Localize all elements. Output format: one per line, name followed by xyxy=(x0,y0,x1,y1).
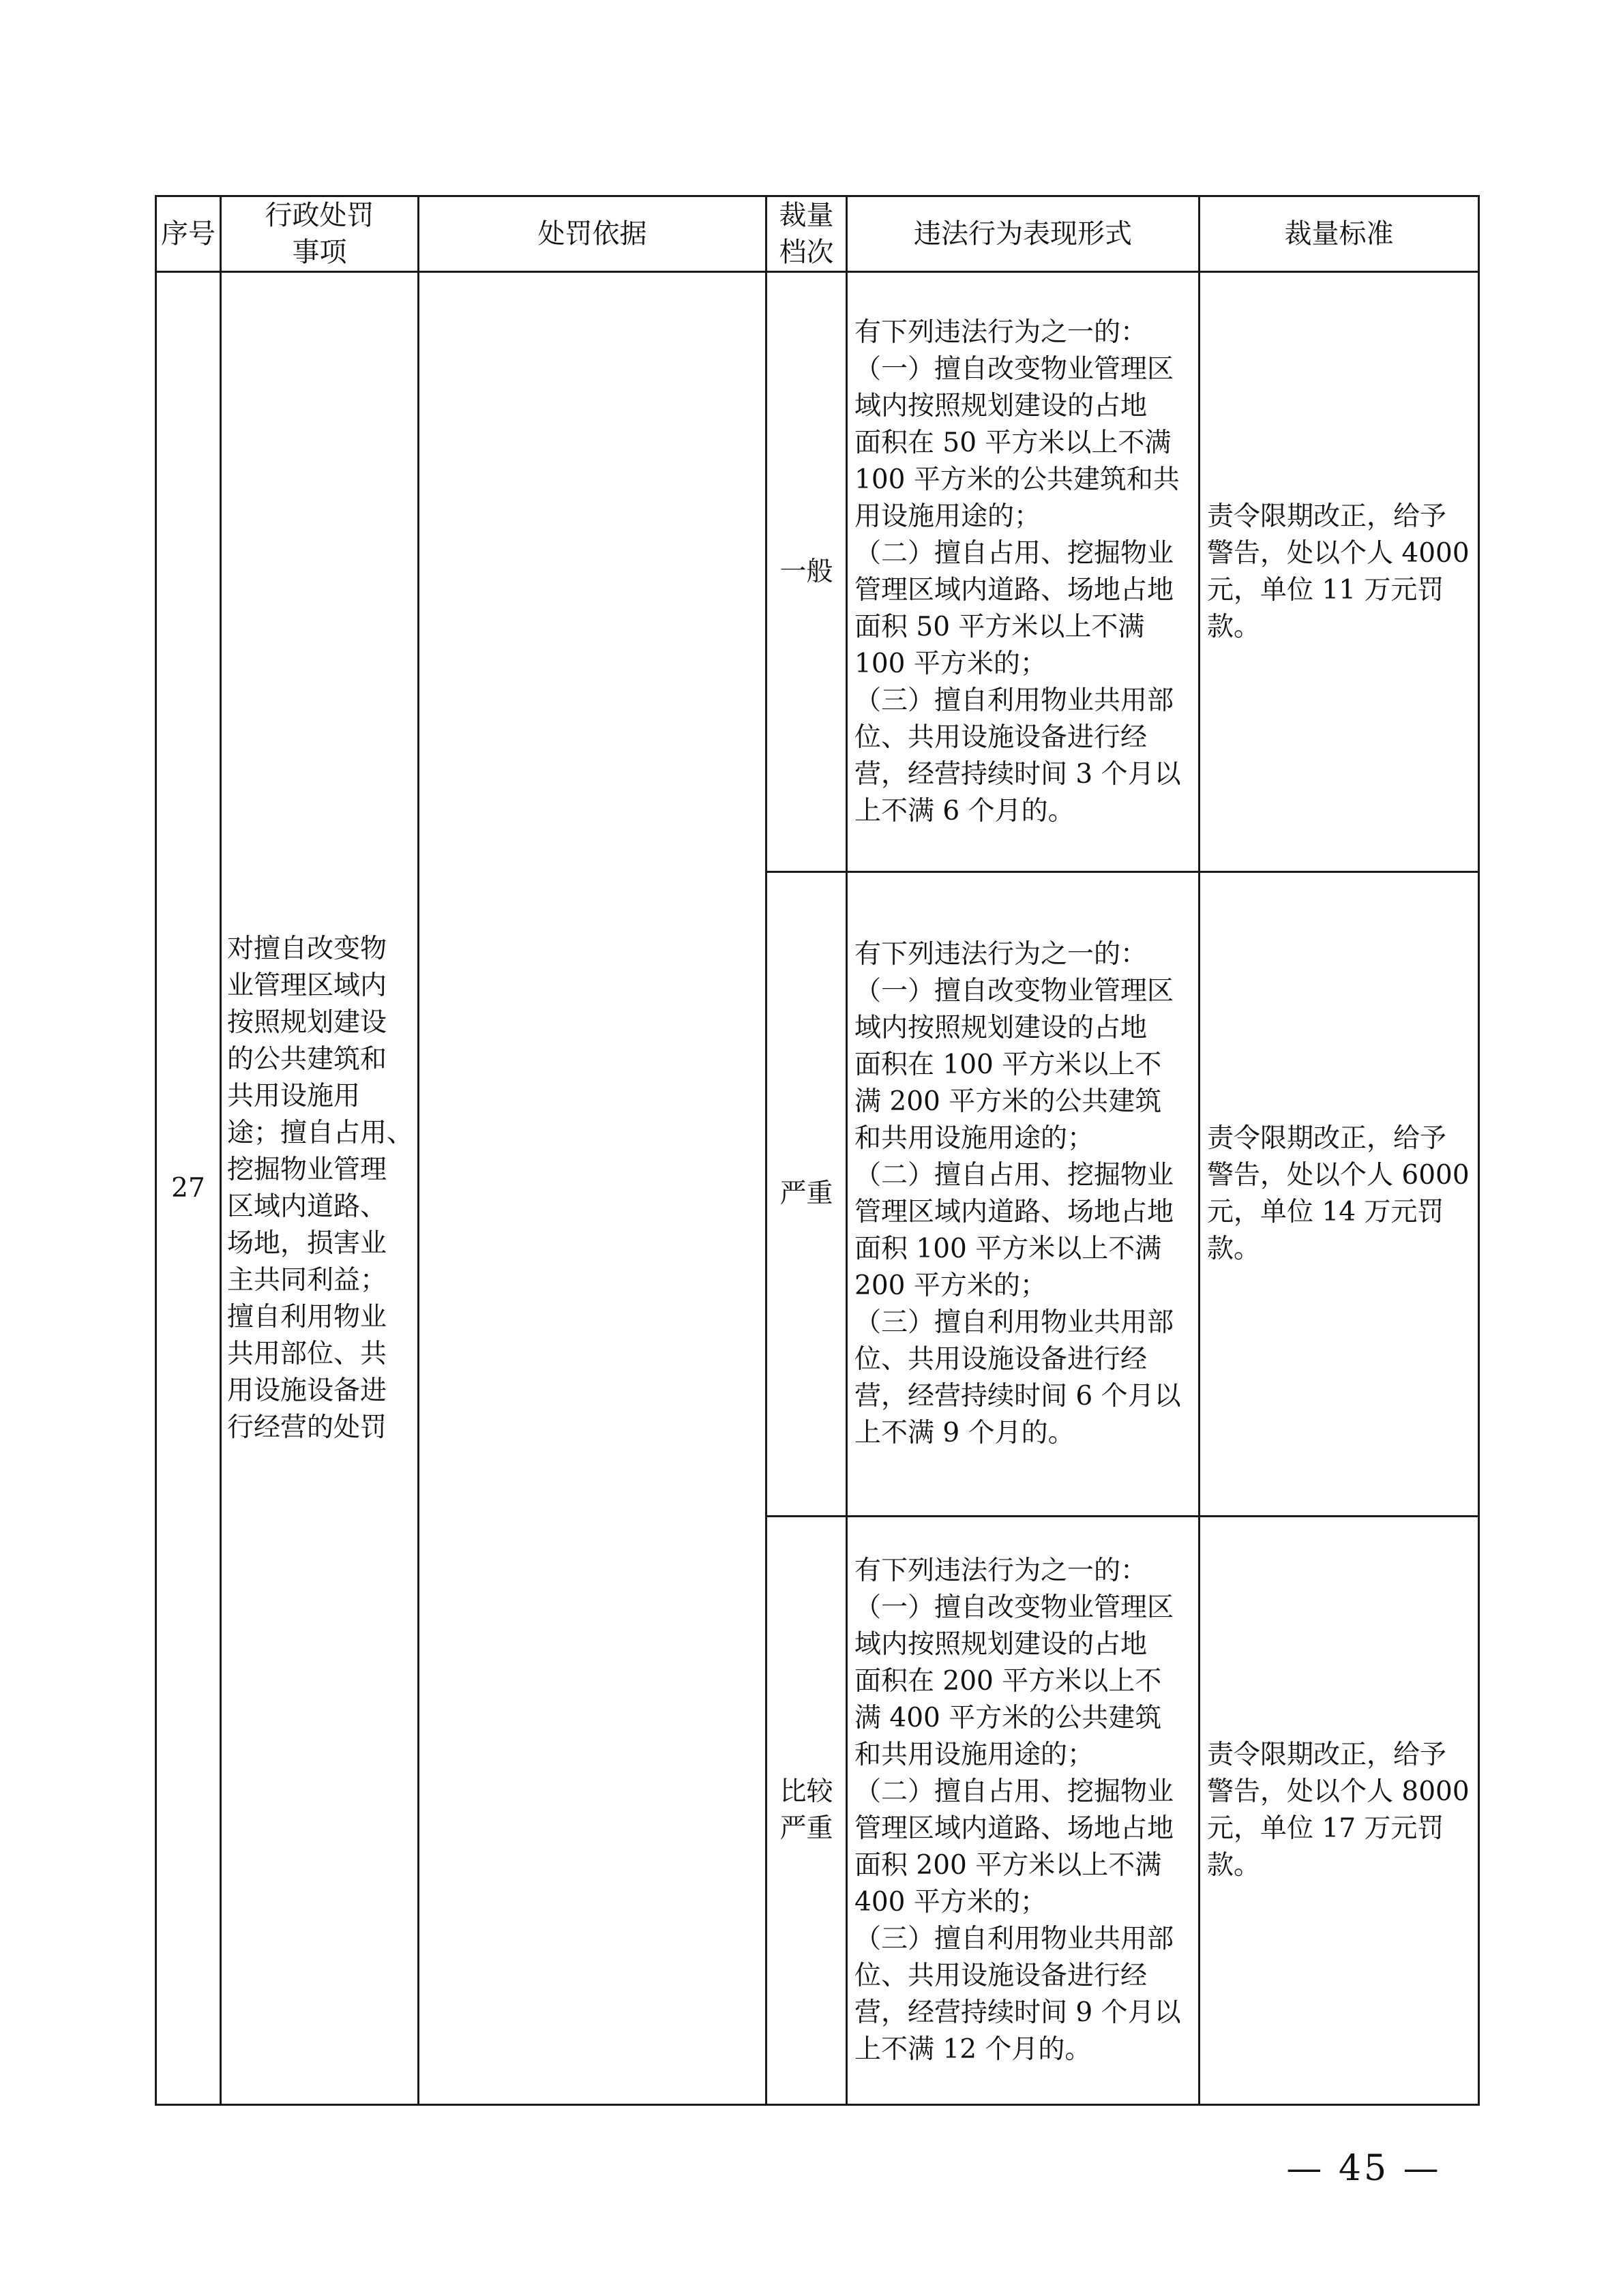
text-line: 责令限期改正，给予 xyxy=(1207,501,1447,532)
text-line: 有下列违法行为之一的： xyxy=(854,316,1148,348)
text-line: 业管理区域内 xyxy=(227,970,387,1001)
text-line: 共用部位、共 xyxy=(227,1338,387,1369)
standard-cell xyxy=(1200,872,1479,1517)
text-line: 管理区域内道路、场地占地 xyxy=(854,1197,1174,1227)
text-line: 和共用设施用途的； xyxy=(854,1123,1095,1154)
text-line: 上不满 9 个月的。 xyxy=(854,1418,1075,1448)
text-line: 面积在 50 平方米以上不满 xyxy=(854,427,1172,458)
text-line: 营，经营持续时间 6 个月以 xyxy=(854,1381,1181,1412)
text-line: 比较 xyxy=(779,1776,833,1807)
text-line: 档次 xyxy=(779,237,834,268)
text-line: 域内按照规划建设的占地 xyxy=(854,390,1148,421)
text-line: 一般 xyxy=(779,556,833,587)
header-row xyxy=(156,196,1479,272)
text-line: （一）擅自改变物业管理区 xyxy=(854,1592,1174,1623)
text-line: 元，单位 17 万元罚 xyxy=(1207,1813,1444,1844)
standard-cell xyxy=(1200,272,1479,872)
text-line: 管理区域内道路、场地占地 xyxy=(854,574,1174,606)
text-line: 营，经营持续时间 9 个月以 xyxy=(854,1997,1181,2028)
text-line: （三）擅自利用物业共用部 xyxy=(854,685,1174,716)
header-discretion-level xyxy=(766,196,847,272)
text-line: 途；擅自占用、 xyxy=(227,1117,414,1148)
text-line: 满 200 平方米的公共建筑 xyxy=(854,1086,1162,1117)
text-line: 共用设施用 xyxy=(227,1080,361,1112)
text-line: 对擅自改变物 xyxy=(227,933,387,964)
text-line: 挖掘物业管理 xyxy=(227,1154,387,1185)
header-penalty-basis xyxy=(419,196,766,272)
text-line: 管理区域内道路、场地占地 xyxy=(854,1813,1174,1844)
text-line: 元，单位 14 万元罚 xyxy=(1207,1197,1444,1227)
text-line: 序号 xyxy=(161,218,215,250)
penalty-item-cell xyxy=(221,272,419,2105)
text-line: 面积 200 平方米以上不满 xyxy=(854,1850,1162,1881)
text-line: 责令限期改正，给予 xyxy=(1207,1123,1447,1154)
violation-forms-cell xyxy=(847,1517,1200,2105)
text-line: 上不满 12 个月的。 xyxy=(854,2034,1092,2065)
penalty-basis-cell xyxy=(419,272,766,2105)
text-line: 行政处罚 xyxy=(265,200,374,231)
text-line: 面积在 200 平方米以上不 xyxy=(854,1666,1162,1697)
text-line: 的公共建筑和 xyxy=(227,1043,387,1075)
text-line: 满 400 平方米的公共建筑 xyxy=(854,1703,1162,1733)
level-cell xyxy=(766,272,847,872)
text-line: 主共同利益； xyxy=(227,1264,387,1296)
text-line: 用设施用途的； xyxy=(854,501,1041,532)
text-line: 警告，处以个人 6000 xyxy=(1207,1160,1470,1191)
page-number: — 45 — xyxy=(1286,2148,1442,2189)
text-line: 行经营的处罚 xyxy=(227,1412,387,1443)
text-line: （二）擅自占用、挖掘物业 xyxy=(854,537,1174,569)
text-line: 面积 100 平方米以上不满 xyxy=(854,1234,1162,1264)
seq-cell: 27 xyxy=(156,272,221,2105)
level-cell xyxy=(766,872,847,1517)
violation-forms-cell xyxy=(847,272,1200,872)
text-line: （三）擅自利用物业共用部 xyxy=(854,1924,1174,1954)
text-line: 裁量标准 xyxy=(1284,218,1394,250)
text-line: 面积 50 平方米以上不满 xyxy=(854,611,1145,642)
text-line: （二）擅自占用、挖掘物业 xyxy=(854,1776,1174,1807)
text-line: 事项 xyxy=(292,237,347,268)
text-line: 域内按照规划建设的占地 xyxy=(854,1629,1148,1660)
text-line: 位、共用设施设备进行经 xyxy=(854,721,1148,753)
header-violation-forms xyxy=(847,196,1200,272)
text-line: 款。 xyxy=(1207,1234,1261,1264)
text-line: 域内按照规划建设的占地 xyxy=(854,1013,1148,1043)
text-line: 有下列违法行为之一的： xyxy=(854,939,1148,970)
text-line: 款。 xyxy=(1207,1850,1261,1881)
text-line: （一）擅自改变物业管理区 xyxy=(854,976,1174,1007)
text-line: （二）擅自占用、挖掘物业 xyxy=(854,1160,1174,1191)
text-line: 违法行为表现形式 xyxy=(914,218,1132,250)
text-line: 上不满 6 个月的。 xyxy=(854,795,1075,826)
table-row-general xyxy=(156,272,1479,872)
text-line: 100 平方米的； xyxy=(854,648,1047,679)
penalty-table xyxy=(155,195,1480,2106)
text-line: 和共用设施用途的； xyxy=(854,1740,1095,1770)
header-seq xyxy=(156,196,221,272)
text-line: 款。 xyxy=(1207,611,1261,642)
level-cell xyxy=(766,1517,847,2105)
standard-cell xyxy=(1200,1517,1479,2105)
text-line: 场地，损害业 xyxy=(227,1227,387,1259)
text-line: 严重 xyxy=(779,1178,833,1209)
text-line: 处罚依据 xyxy=(537,218,647,250)
text-line: 面积在 100 平方米以上不 xyxy=(854,1049,1162,1080)
text-line: 区域内道路、 xyxy=(227,1191,387,1222)
header-penalty-item xyxy=(221,196,419,272)
text-line: 责令限期改正，给予 xyxy=(1207,1740,1447,1770)
header-discretion-standard xyxy=(1200,196,1479,272)
text-line: （一）擅自改变物业管理区 xyxy=(854,353,1174,385)
text-line: 元，单位 11 万元罚 xyxy=(1207,574,1444,606)
text-line: 裁量 xyxy=(779,200,834,231)
text-line: 严重 xyxy=(779,1813,833,1844)
text-line: 警告，处以个人 8000 xyxy=(1207,1776,1470,1807)
text-line: （三）擅自利用物业共用部 xyxy=(854,1307,1174,1338)
text-line: 擅自利用物业 xyxy=(227,1301,387,1332)
text-line: 用设施设备进 xyxy=(227,1375,387,1406)
text-line: 200 平方米的； xyxy=(854,1270,1047,1301)
text-line: 按照规划建设 xyxy=(227,1007,387,1038)
violation-forms-cell xyxy=(847,872,1200,1517)
text-line: 位、共用设施设备进行经 xyxy=(854,1960,1148,1991)
text-line: 位、共用设施设备进行经 xyxy=(854,1344,1148,1375)
text-line: 营，经营持续时间 3 个月以 xyxy=(854,758,1181,790)
text-line: 有下列违法行为之一的： xyxy=(854,1555,1148,1586)
text-line: 400 平方米的； xyxy=(854,1887,1047,1918)
text-line: 100 平方米的公共建筑和共 xyxy=(854,464,1180,495)
text-line: 警告，处以个人 4000 xyxy=(1207,537,1470,569)
